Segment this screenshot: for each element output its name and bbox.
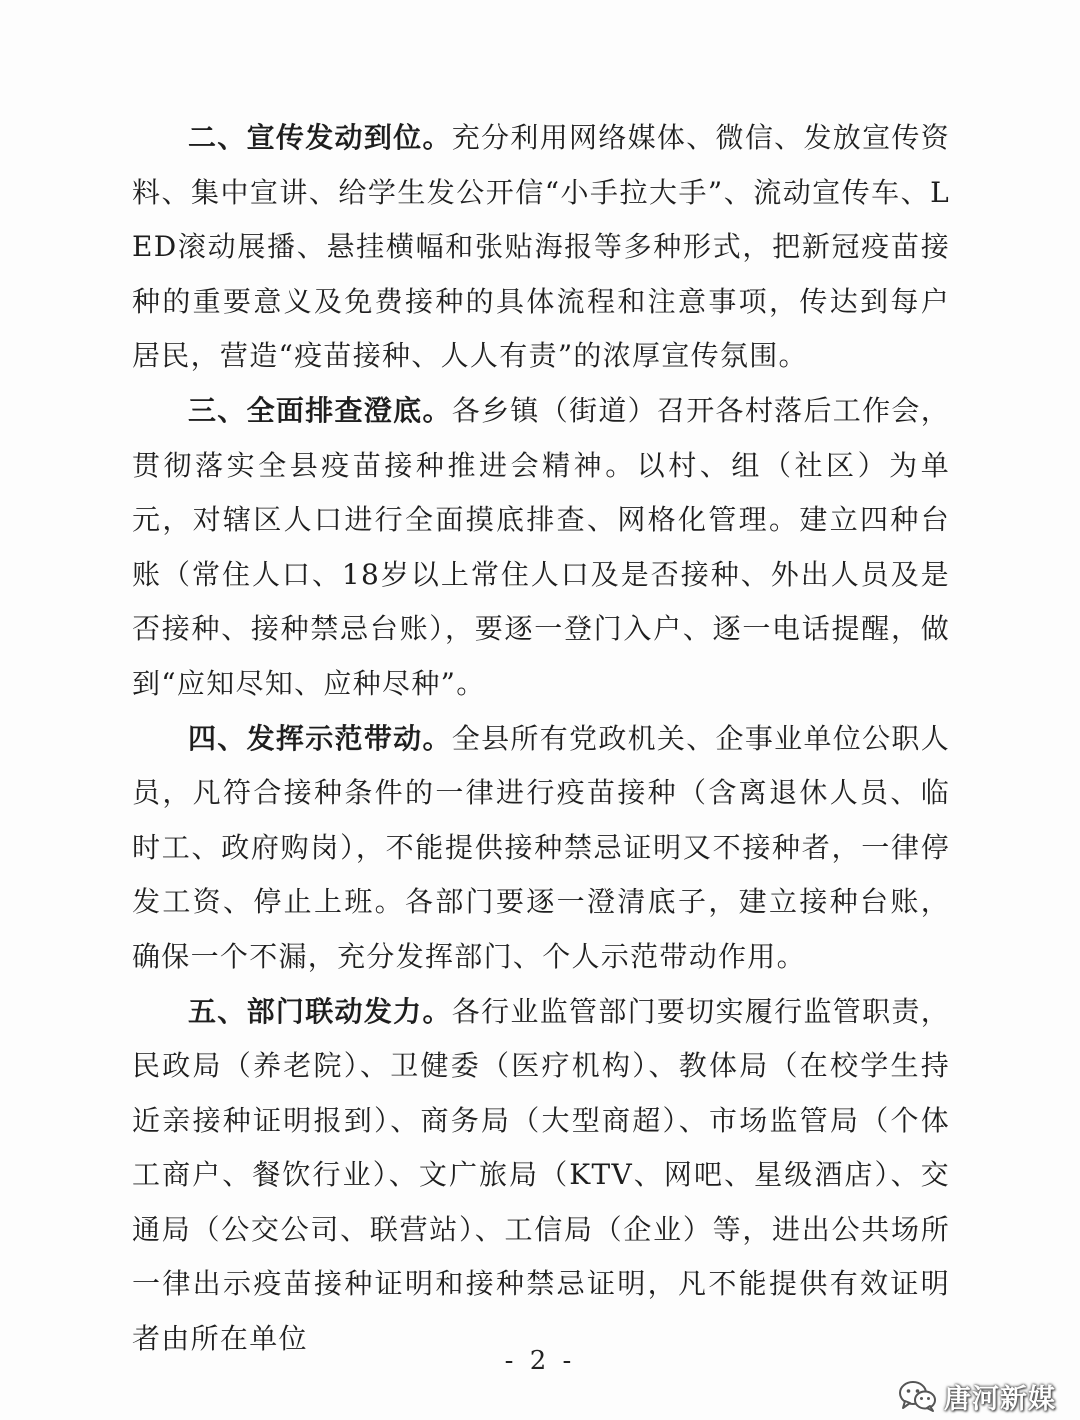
paragraph-publicity bbox=[132, 111, 950, 384]
document-body bbox=[132, 111, 950, 1367]
paragraph-departments bbox=[132, 985, 950, 1367]
paragraph-text: 各乡镇（街道）召开各村落后工作会，贯彻落实全县疫苗接种推进会精神。以村、组（社区）为单元，对辖区人口进行全面摸底排查、网格化管理。建立四种台账（常住人口、18岁以上常住人口及是否接种、外出人员及是否接种、接种禁忌台账），要逐一登门入户、逐一电话提醒，做到“应知尽知、应种尽种”。 bbox=[132, 393, 951, 700]
paragraph-demonstration bbox=[132, 712, 950, 985]
wechat-icon bbox=[898, 1379, 938, 1413]
paragraph-text: 各行业监管部门要切实履行监管职责，民政局（养老院）、卫健委（医疗机构）、教体局（在校学生持近亲接种证明报到）、商务局（大型商超）、市场监管局（个体工商户、餐饮行业）、文广旅局（KTV、网吧、星级酒店）、交通局（公交公司、联营站）、工信局（企业）等，进出公共场所一律出示疫苗接种证明和接种禁忌证明，凡不能提供有效证明者由所在单位 bbox=[132, 994, 951, 1356]
section-heading: 五、部门联动发力。 bbox=[188, 994, 452, 1028]
watermark-label: 唐河新媒 bbox=[944, 1383, 1056, 1415]
watermark bbox=[898, 1372, 1056, 1420]
paragraph-text: 充分利用网络媒体、微信、发放宣传资料、集中宣讲、给学生发公开信“小手拉大手”、流动宣传车、LED滚动展播、悬挂横幅和张贴海报等多种形式，把新冠疫苗接种的重要意义及免费接种的具体流程和注意事项，传达到每户居民，营造“疫苗接种、人人有责”的浓厚宣传氛围。 bbox=[132, 121, 951, 373]
section-heading: 三、全面排查澄底。 bbox=[188, 393, 452, 427]
paragraph-text: 全县所有党政机关、企事业单位公职人员，凡符合接种条件的一律进行疫苗接种（含离退休人员、临时工、政府购岗），不能提供接种禁忌证明又不接种者，一律停发工资、停止上班。各部门要逐一澄清底子，建立接种台账，确保一个不漏，充分发挥部门、个人示范带动作用。 bbox=[132, 721, 951, 973]
paragraph-investigation bbox=[132, 384, 950, 712]
page-number: - 2 - bbox=[504, 1346, 576, 1376]
section-heading: 二、宣传发动到位。 bbox=[188, 121, 452, 154]
section-heading: 四、发挥示范带动。 bbox=[188, 721, 452, 755]
